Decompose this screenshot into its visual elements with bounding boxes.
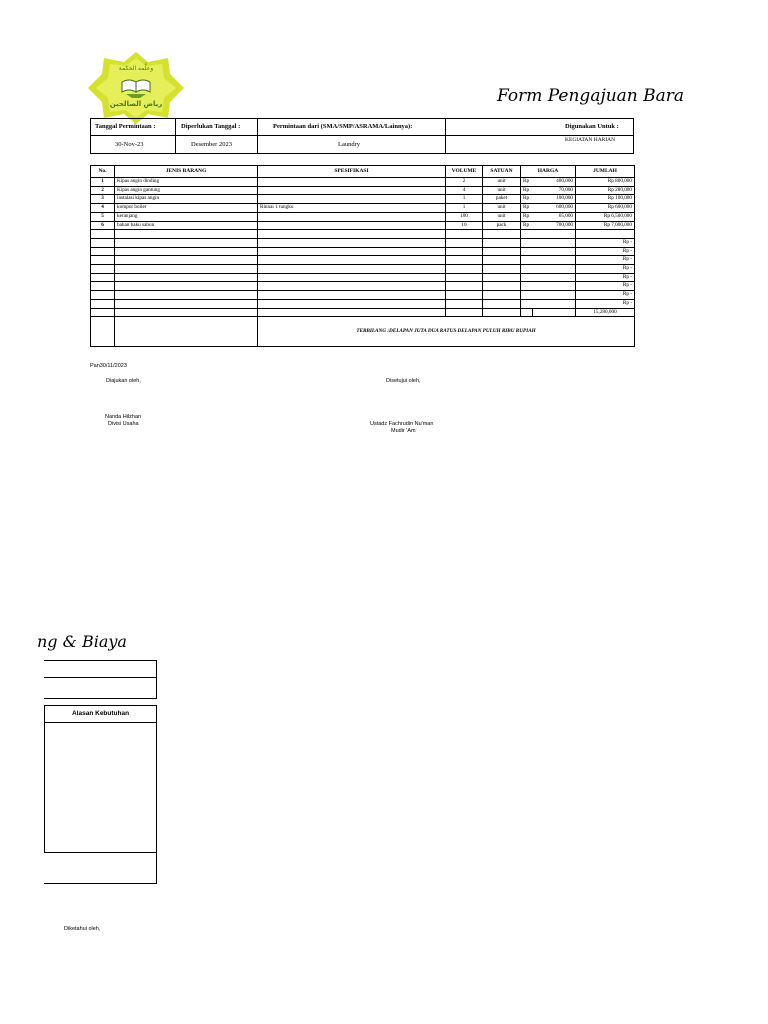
cell-jenis [115, 247, 258, 256]
table-row [91, 273, 635, 282]
cell-volume [446, 238, 483, 247]
table-row [91, 299, 635, 308]
info-value-row [90, 136, 634, 154]
cell-spesifikasi [258, 221, 446, 230]
cell-volume [446, 273, 483, 282]
cell-volume: 10 [446, 221, 483, 230]
cell-satuan: unit [483, 178, 521, 187]
cell-spesifikasi [258, 282, 446, 291]
cell-jumlah: Rp 7,000,000 [576, 221, 635, 230]
cell-harga: 100,000 [533, 195, 576, 204]
permintaan-dari-label: Permintaan dari (SMA/SMP/ASRAMA/Lainnya): [273, 123, 413, 130]
cell-jumlah: Rp 280,000 [576, 186, 635, 195]
cell-jenis [115, 282, 258, 291]
cell-rp: Rp [521, 178, 533, 187]
cell-no [91, 282, 115, 291]
cell-jumlah: Rp - [576, 282, 635, 291]
cell-harga [533, 256, 576, 265]
cell-harga [533, 247, 576, 256]
table-row [91, 212, 635, 221]
disetujui-role: Mudir 'Am [391, 428, 416, 434]
cell-satuan: unit [483, 212, 521, 221]
cell-volume: 100 [446, 212, 483, 221]
table-total-row [91, 308, 635, 317]
col-header-no: No. [91, 166, 115, 178]
cell-harga [533, 282, 576, 291]
cell-spesifikasi [258, 291, 446, 300]
cell-jenis: instalasi kipas angin [115, 195, 258, 204]
cell-harga [533, 265, 576, 274]
diajukan-name: Nanda Hilzhan [105, 414, 142, 420]
cell-satuan: unit [483, 204, 521, 213]
cell-jenis: Kipas angin dinding [115, 178, 258, 187]
disetujui-label: Disetujui oleh, [386, 378, 421, 384]
disetujui-name: Ustadz Fachrudin Nu'man [370, 421, 434, 427]
cell-volume: 2 [446, 178, 483, 187]
col-header-volume: VOLUME [446, 166, 483, 178]
cell-spesifikasi [258, 265, 446, 274]
page2-box-3 [44, 853, 157, 884]
cell-spesifikasi: Rinnai 1 tungku [258, 204, 446, 213]
cell-satuan: pack [483, 221, 521, 230]
table-row [91, 256, 635, 265]
form-title: Form Pengajuan Bara [497, 86, 685, 106]
school-logo [88, 52, 184, 124]
cell-harga: 700,000 [533, 221, 576, 230]
cell-spesifikasi [258, 178, 446, 187]
cell-rp [521, 256, 533, 265]
cell-jumlah [576, 230, 635, 239]
cell-harga [533, 291, 576, 300]
cell-no [91, 256, 115, 265]
cell-jumlah: Rp 800,000 [576, 178, 635, 187]
cell-satuan [483, 299, 521, 308]
cell-volume [446, 256, 483, 265]
cell-satuan [483, 247, 521, 256]
cell-volume: 4 [446, 186, 483, 195]
cell-no [91, 291, 115, 300]
cell-jumlah: Rp - [576, 291, 635, 300]
cell-no: 4 [91, 204, 115, 213]
cell-rp [521, 230, 533, 239]
date-place: Pan30/11/2023 [90, 363, 127, 369]
cell-rp [521, 238, 533, 247]
cell-rp [521, 282, 533, 291]
cell-spesifikasi [258, 256, 446, 265]
diperlukan-label: Diperlukan Tanggal : [181, 123, 241, 130]
table-row [91, 282, 635, 291]
cell-volume: 1 [446, 195, 483, 204]
digunakan-label: Digunakan Untuk : [565, 123, 619, 130]
total-value: 15,280,000 [576, 308, 635, 317]
cell-no: 5 [91, 212, 115, 221]
cell-jenis: keranjang [115, 212, 258, 221]
cell-jumlah: Rp - [576, 273, 635, 282]
diketahui-label: Diketahui oleh, [64, 926, 101, 932]
cell-no [91, 265, 115, 274]
cell-jenis [115, 230, 258, 239]
terbilang-text: TERBILANG :DELAPAN JUTA DUA RATUS DELAPAN PULUH RIBU RUPIAH [258, 317, 635, 347]
cell-jumlah: Rp 6,500,000 [576, 212, 635, 221]
diperlukan-value: Desember 2023 [191, 141, 232, 148]
cell-rp [521, 299, 533, 308]
diajukan-role: Divisi Usaha [108, 421, 139, 427]
cell-volume: 1 [446, 204, 483, 213]
cell-harga: 400,000 [533, 178, 576, 187]
page2-box-1 [44, 660, 157, 678]
cell-satuan [483, 238, 521, 247]
cell-harga [533, 299, 576, 308]
terbilang-row [91, 317, 635, 347]
table-row [91, 186, 635, 195]
cell-spesifikasi [258, 230, 446, 239]
cell-jenis: bahan baku sabun [115, 221, 258, 230]
cell-no [91, 238, 115, 247]
table-row [91, 265, 635, 274]
digunakan-value: KEGIATAN HARIAN [565, 137, 616, 143]
cell-jenis [115, 273, 258, 282]
cell-jenis [115, 238, 258, 247]
cell-no: 2 [91, 186, 115, 195]
cell-volume [446, 247, 483, 256]
cell-spesifikasi [258, 195, 446, 204]
cell-harga [533, 238, 576, 247]
table-row [91, 204, 635, 213]
cell-rp: Rp [521, 195, 533, 204]
col-header-satuan: SATUAN [483, 166, 521, 178]
alasan-box [44, 705, 157, 853]
table-row [91, 247, 635, 256]
alasan-label: Alasan Kebutuhan [72, 710, 130, 717]
cell-jumlah: Rp 600,000 [576, 204, 635, 213]
cell-spesifikasi [258, 212, 446, 221]
cell-jenis [115, 299, 258, 308]
table-row [91, 238, 635, 247]
cell-no: 3 [91, 195, 115, 204]
cell-spesifikasi [258, 247, 446, 256]
cell-volume [446, 265, 483, 274]
table-row [91, 178, 635, 187]
col-header-jumlah: JUMLAH [576, 166, 635, 178]
cell-rp [521, 273, 533, 282]
cell-satuan [483, 256, 521, 265]
tanggal-permintaan-value: 30-Nov-23 [115, 141, 144, 148]
cell-rp [521, 247, 533, 256]
cell-rp [521, 265, 533, 274]
cell-no [91, 299, 115, 308]
cell-no: 1 [91, 178, 115, 187]
cell-rp: Rp [521, 221, 533, 230]
cell-harga: 600,000 [533, 204, 576, 213]
cell-rp: Rp [521, 186, 533, 195]
cell-satuan [483, 265, 521, 274]
page2-box-2 [44, 678, 157, 699]
table-row [91, 230, 635, 239]
cell-jumlah: Rp - [576, 265, 635, 274]
form-title-continued: ng & Biaya [37, 632, 127, 651]
cell-no: 6 [91, 221, 115, 230]
table-header-row [91, 166, 635, 178]
logo-arabic-top: وعلَّمه الحكمة [118, 65, 154, 72]
diajukan-label: Diajukan oleh, [106, 378, 141, 384]
cell-jenis: kompor boiler [115, 204, 258, 213]
cell-jumlah: Rp - [576, 256, 635, 265]
cell-rp: Rp [521, 204, 533, 213]
table-row [91, 195, 635, 204]
cell-no [91, 230, 115, 239]
cell-volume [446, 291, 483, 300]
cell-satuan: paket [483, 195, 521, 204]
cell-spesifikasi [258, 238, 446, 247]
cell-satuan [483, 291, 521, 300]
logo-arabic-bottom: رياض الصالحين [109, 100, 163, 108]
cell-jumlah: Rp 100,000 [576, 195, 635, 204]
cell-spesifikasi [258, 273, 446, 282]
cell-spesifikasi [258, 186, 446, 195]
cell-jumlah: Rp - [576, 238, 635, 247]
cell-rp [521, 291, 533, 300]
cell-volume [446, 230, 483, 239]
cell-satuan [483, 230, 521, 239]
cell-satuan: unit [483, 186, 521, 195]
cell-harga [533, 273, 576, 282]
cell-jumlah: Rp - [576, 299, 635, 308]
tanggal-permintaan-label: Tanggal Permintaan : [95, 123, 156, 130]
cell-volume [446, 299, 483, 308]
cell-jenis: Kipas angin gantung [115, 186, 258, 195]
cell-jenis [115, 256, 258, 265]
col-header-harga: HARGA [521, 166, 576, 178]
permintaan-dari-value: Laundry [338, 141, 361, 148]
table-row [91, 291, 635, 300]
cell-jenis [115, 291, 258, 300]
cell-jumlah: Rp - [576, 247, 635, 256]
cell-no [91, 273, 115, 282]
col-header-jenis: JENIS BARANG [115, 166, 258, 178]
items-table [90, 165, 635, 347]
table-row [91, 221, 635, 230]
cell-satuan [483, 282, 521, 291]
cell-jenis [115, 265, 258, 274]
cell-spesifikasi [258, 299, 446, 308]
cell-rp: Rp [521, 212, 533, 221]
cell-harga: 70,000 [533, 186, 576, 195]
cell-harga [533, 230, 576, 239]
col-header-spesifikasi: SPESIFIKASI [258, 166, 446, 178]
cell-no [91, 247, 115, 256]
cell-harga: 65,000 [533, 212, 576, 221]
cell-satuan [483, 273, 521, 282]
cell-volume [446, 282, 483, 291]
